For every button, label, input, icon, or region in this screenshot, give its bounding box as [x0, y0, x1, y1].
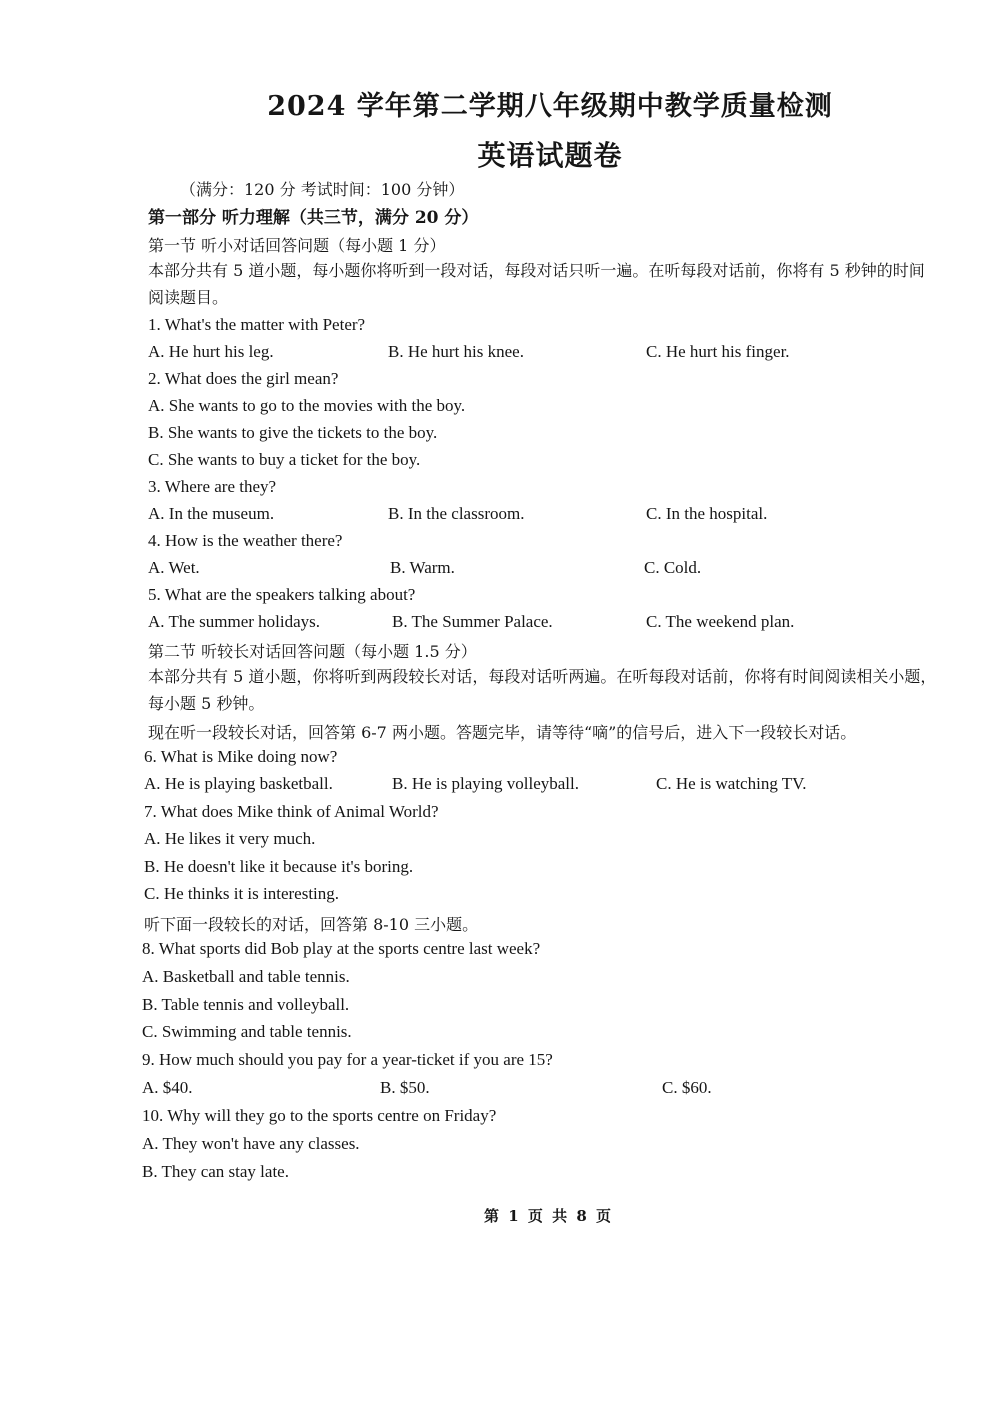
dialogue1-note: 现在听一段较长对话，回答第 6-7 两小题。答题完毕，请等待“嘀”的信号后，进入下一段较长对话。 [148, 723, 857, 742]
option-b: B. She wants to give the tickets to the boy. [148, 423, 438, 442]
part1-heading: 第一部分 听力理解（共三节，满分 20 分） [148, 208, 479, 228]
question-stem: 7. What does Mike think of Animal World? [144, 802, 439, 821]
option-b: B. He is playing volleyball. [392, 774, 579, 793]
option-a: A. The summer holidays. [148, 612, 321, 631]
question-stem: 3. Where are they? [148, 477, 277, 496]
option-b: B. He hurt his knee. [388, 342, 524, 361]
option-c: C. $60. [662, 1078, 712, 1097]
option-b: B. They can stay late. [142, 1162, 289, 1181]
option-a: A. $40. [142, 1078, 193, 1097]
exam-title: 2024 学年第二学期八年级期中教学质量检测 [267, 91, 833, 122]
exam-info: （满分：120 分 考试时间：100 分钟） [180, 180, 465, 199]
option-c: C. He is watching TV. [656, 774, 807, 793]
option-b: B. $50. [380, 1078, 430, 1097]
option-a: A. He hurt his leg. [148, 342, 274, 361]
option-b: B. Warm. [390, 558, 455, 577]
exam-subtitle: 英语试题卷 [477, 139, 623, 172]
option-b: B. In the classroom. [388, 504, 525, 523]
option-a: A. He is playing basketball. [144, 774, 333, 793]
option-a: A. Wet. [148, 558, 200, 577]
option-b: B. Table tennis and volleyball. [142, 995, 350, 1014]
option-b: B. He doesn't like it because it's boring. [144, 857, 414, 876]
section1-heading: 第一节 听小对话回答问题（每小题 1 分） [148, 236, 446, 255]
option-c: C. In the hospital. [646, 504, 768, 523]
dialogue2-note: 听下面一段较长的对话，回答第 8-10 三小题。 [144, 915, 479, 934]
section2-instructions: 本部分共有 5 道小题，你将听到两段较长对话，每段对话听两遍。在听每段对话前，你将有时间阅读相关小题，每小题 5 秒钟。 [148, 667, 937, 713]
section1-instructions: 本部分共有 5 道小题，每小题你将听到一段对话，每段对话只听一遍。在听每段对话前，你将有 5 秒钟的时间阅读题目。 [148, 261, 925, 307]
question-stem: 8. What sports did Bob play at the sports centre last week? [142, 939, 541, 958]
option-c: C. He hurt his finger. [646, 342, 790, 361]
option-a: A. Basketball and table tennis. [142, 967, 350, 986]
option-a: A. They won't have any classes. [142, 1134, 360, 1153]
question-stem: 4. How is the weather there? [148, 531, 343, 550]
option-a: A. In the museum. [148, 504, 275, 523]
question-stem: 2. What does the girl mean? [148, 369, 339, 388]
section2-heading: 第二节 听较长对话回答问题（每小题 1.5 分） [148, 642, 477, 661]
option-a: A. She wants to go to the movies with the boy. [148, 396, 466, 415]
option-c: C. Swimming and table tennis. [142, 1022, 352, 1041]
option-b: B. The Summer Palace. [392, 612, 553, 631]
question-stem: 9. How much should you pay for a year-ticket if you are 15? [142, 1050, 553, 1069]
question-stem: 6. What is Mike doing now? [144, 747, 338, 766]
option-c: C. She wants to buy a ticket for the boy. [148, 450, 421, 469]
option-c: C. He thinks it is interesting. [144, 884, 340, 903]
option-c: C. Cold. [644, 558, 702, 577]
question-stem: 1. What's the matter with Peter? [148, 315, 366, 334]
question-stem: 5. What are the speakers talking about? [148, 585, 416, 604]
option-c: C. The weekend plan. [646, 612, 795, 631]
page-number: 第 1 页 共 8 页 [484, 1207, 611, 1225]
option-a: A. He likes it very much. [144, 829, 316, 848]
question-stem: 10. Why will they go to the sports centre on Friday? [142, 1106, 497, 1125]
